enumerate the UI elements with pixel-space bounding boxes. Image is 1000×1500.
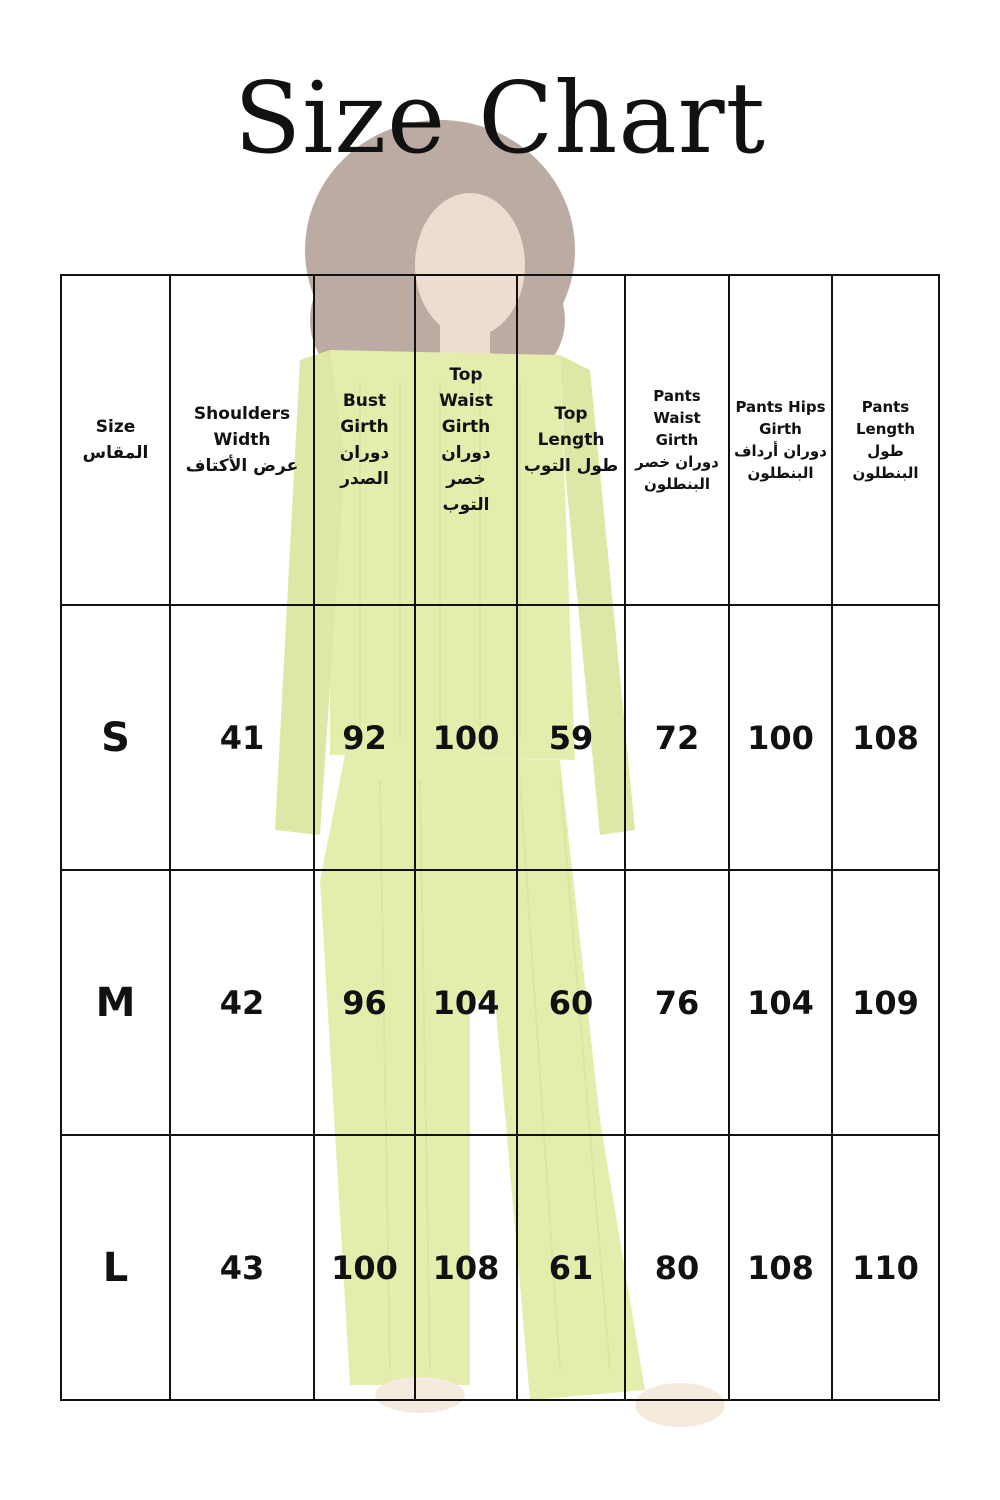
value-cell: 43 bbox=[170, 1135, 314, 1400]
header-shoulders-width bbox=[170, 275, 314, 605]
value-cell: 110 bbox=[832, 1135, 939, 1400]
header-en: Pants Length bbox=[856, 398, 915, 438]
header-ar: طول التوب bbox=[523, 456, 619, 476]
size-label: S bbox=[61, 605, 170, 870]
value-cell: 61 bbox=[517, 1135, 625, 1400]
value-cell: 104 bbox=[729, 870, 832, 1135]
header-ar: دوران أرداف البنطلون bbox=[734, 442, 827, 482]
value-cell: 60 bbox=[517, 870, 625, 1135]
value-cell: 108 bbox=[415, 1135, 517, 1400]
header-ar: دوران الصدر bbox=[339, 443, 390, 489]
header-bust-girth bbox=[314, 275, 415, 605]
header-ar: عرض الأكتاف bbox=[185, 456, 299, 476]
header-en: Top Length bbox=[537, 404, 605, 450]
header-en: Bust Girth bbox=[340, 391, 389, 437]
value-cell: 76 bbox=[625, 870, 729, 1135]
header-pants-length bbox=[832, 275, 939, 605]
header-top-waist-girth bbox=[415, 275, 517, 605]
header-size bbox=[61, 275, 170, 605]
value-cell: 100 bbox=[314, 1135, 415, 1400]
value-cell: 92 bbox=[314, 605, 415, 870]
value-cell: 100 bbox=[729, 605, 832, 870]
value-cell: 72 bbox=[625, 605, 729, 870]
size-label: M bbox=[61, 870, 170, 1135]
header-ar: المقاس bbox=[82, 443, 149, 463]
value-cell: 100 bbox=[415, 605, 517, 870]
value-cell: 80 bbox=[625, 1135, 729, 1400]
header-ar: طول البنطلون bbox=[852, 442, 919, 482]
header-pants-waist-girth bbox=[625, 275, 729, 605]
header-en: Shoulders Width bbox=[193, 404, 291, 450]
size-label: L bbox=[61, 1135, 170, 1400]
value-cell: 59 bbox=[517, 605, 625, 870]
value-cell: 96 bbox=[314, 870, 415, 1135]
value-cell: 108 bbox=[832, 605, 939, 870]
size-table bbox=[60, 274, 940, 1401]
header-pants-hips-girth bbox=[729, 275, 832, 605]
header-row bbox=[61, 275, 939, 605]
header-ar: دوران خصر البنطلون bbox=[635, 453, 719, 493]
value-cell: 109 bbox=[832, 870, 939, 1135]
page-title: Size Chart bbox=[233, 62, 766, 176]
header-en: Pants Hips Girth bbox=[735, 398, 826, 438]
header-en: Size bbox=[95, 417, 136, 437]
table-row-s bbox=[61, 605, 939, 870]
header-en: Top Waist Girth bbox=[439, 365, 493, 437]
table-row-m bbox=[61, 870, 939, 1135]
header-ar: دوران خصر التوب bbox=[441, 443, 491, 515]
value-cell: 41 bbox=[170, 605, 314, 870]
value-cell: 104 bbox=[415, 870, 517, 1135]
header-top-length bbox=[517, 275, 625, 605]
table-row-l bbox=[61, 1135, 939, 1400]
value-cell: 108 bbox=[729, 1135, 832, 1400]
value-cell: 42 bbox=[170, 870, 314, 1135]
header-en: Pants Waist Girth bbox=[653, 387, 701, 449]
